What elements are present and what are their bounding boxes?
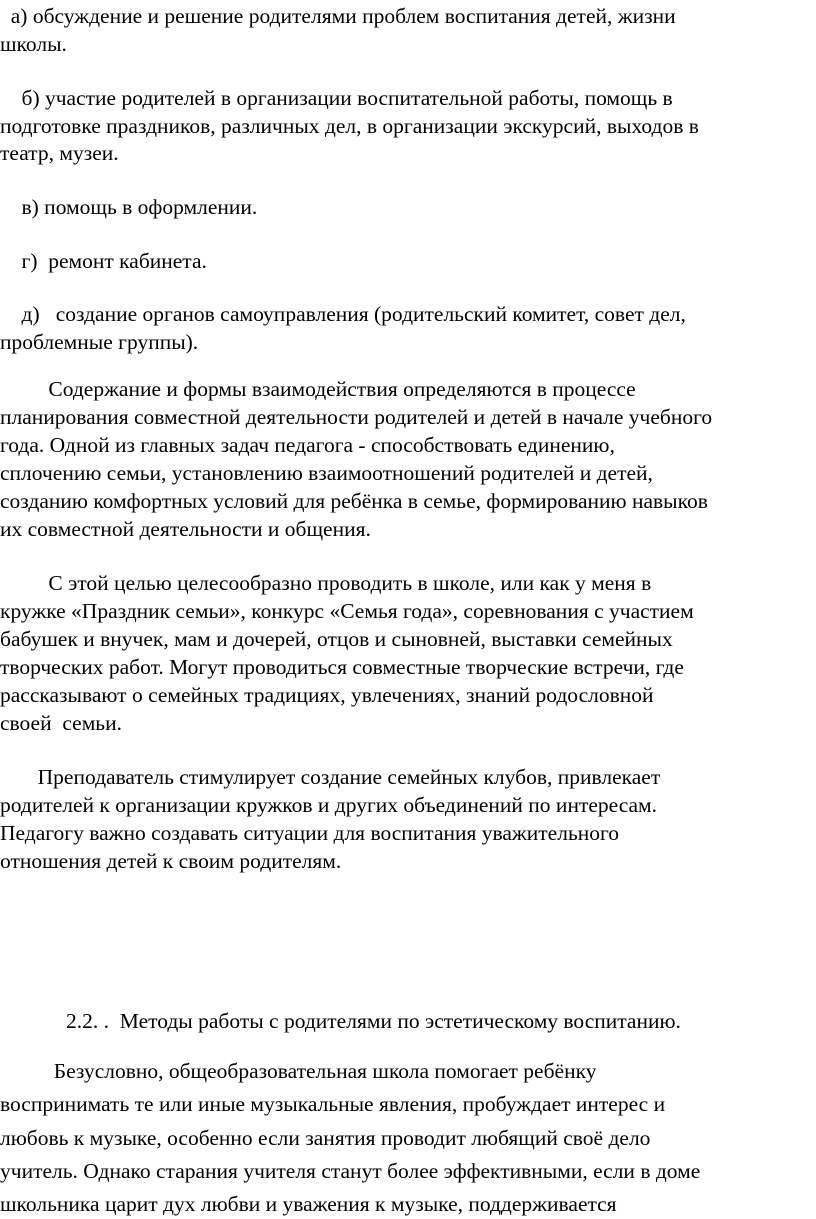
para1-line-2: планирования совместной деятельности родителей и детей в начале учебного xyxy=(0,405,713,429)
para2-line-2: кружке «Праздник семьи», конкурс «Семья года», соревнования с участием xyxy=(0,599,694,623)
para2-line-1: С этой целью целесообразно проводить в школе, или как у меня в xyxy=(0,571,652,595)
para4-line-2: воспринимать те или иные музыкальные явления, пробуждает интерес и xyxy=(0,1092,666,1116)
para3-line-3: Педагогу важно создавать ситуации для воспитания уважительного xyxy=(0,821,620,845)
para3-line-2: родителей к организации кружков и других объединений по интересам. xyxy=(0,793,658,817)
list-item-a-line-1: а) обсуждение и решение родителями проблем воспитания детей, жизни xyxy=(0,4,676,28)
list-item-e-line-2: проблемные группы). xyxy=(0,330,199,354)
para4-line-4: учитель. Однако старания учителя станут более эффективными, если в доме xyxy=(0,1159,701,1183)
list-item-b-line-2: подготовке праздников, различных дел, в организации экскурсий, выходов в xyxy=(0,114,699,138)
para4-line-1: Безусловно, общеобразовательная школа помогает ребёнку xyxy=(0,1059,597,1083)
para2-line-6: своей семьи. xyxy=(0,711,122,735)
para4-line-3: любовь к музыке, особенно если занятия проводит любящий своё дело xyxy=(0,1126,651,1150)
list-item-a-line-2: школы. xyxy=(0,32,67,56)
list-item-e-line-1: д) создание органов самоуправления (родительский комитет, совет дел, xyxy=(0,302,686,326)
para1-line-4: сплочению семьи, установлению взаимоотношений родителей и детей, xyxy=(0,461,653,485)
para2-line-4: творческих работ. Могут проводиться совместные творческие встречи, где xyxy=(0,655,684,679)
para2-line-5: рассказывают о семейных традициях, увлечениях, знаний родословной xyxy=(0,683,654,707)
para1-line-3: года. Одной из главных задач педагога - способствовать единению, xyxy=(0,433,615,457)
para1-line-1: Содержание и формы взаимодействия определяются в процессе xyxy=(0,377,636,401)
para2-line-3: бабушек и внучек, мам и дочерей, отцов и сыновней, выставки семейных xyxy=(0,627,673,651)
para3-line-4: отношения детей к своим родителям. xyxy=(0,849,342,873)
para3-line-1: Преподаватель стимулирует создание семейных клубов, привлекает xyxy=(0,765,661,789)
para4-line-5: школьника царит дух любви и уважения к музыке, поддерживается xyxy=(0,1192,617,1216)
list-item-b-line-3: театр, музеи. xyxy=(0,141,119,165)
list-item-b-line-1: б) участие родителей в организации воспитательной работы, помощь в xyxy=(0,86,673,110)
section-title: 2.2. . Методы работы с родителями по эстетическому воспитанию. xyxy=(66,1009,681,1033)
para1-line-5: созданию комфортных условий для ребёнка в семье, формированию навыков xyxy=(0,489,708,513)
list-item-c-line-1: в) помощь в оформлении. xyxy=(0,195,258,219)
list-item-d-line-1: г) ремонт кабинета. xyxy=(0,249,207,273)
para1-line-6: их совместной деятельности и общения. xyxy=(0,517,371,541)
